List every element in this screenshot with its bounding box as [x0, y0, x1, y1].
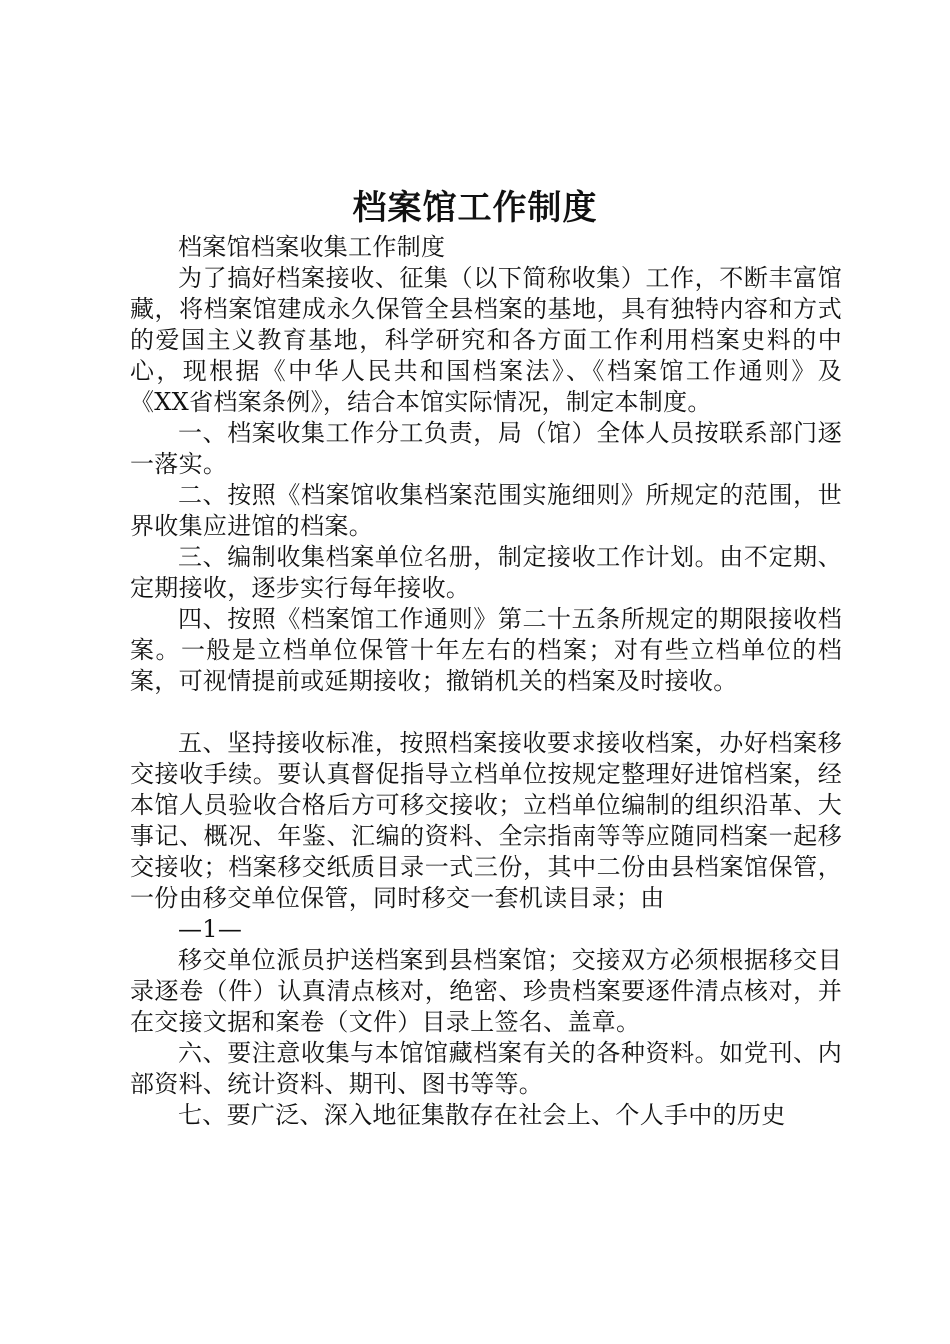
document-body: [130, 232, 842, 1131]
paragraph-item-1: 一、档案收集工作分工负责，局（馆）全体人员按联系部门逐一落实。: [130, 419, 842, 478]
paragraph-item-3: 三、编制收集档案单位名册，制定接收工作计划。由不定期、定期接收，逐步实行每年接收。: [130, 543, 842, 602]
paragraph-intro: 为了搞好档案接收、征集（以下简称收集）工作，不断丰富馆藏，将档案馆建成永久保管全县档案的基地，具有独特内容和方式的爱国主义教育基地，科学研究和各方面工作利用档案史料的中心，现根据《中华人民共和国档案法》、《档案馆工作通则》及《XX省档案条例》，结合本馆实际情况，制定本制度。: [130, 264, 842, 416]
document-subtitle: 档案馆档案收集工作制度: [178, 233, 446, 261]
document-title: 档案馆工作制度: [352, 188, 598, 228]
page-number: —1—: [178, 915, 243, 943]
paragraph-item-2: 二、按照《档案馆收集档案范围实施细则》所规定的范围，世界收集应进馆的档案。: [130, 481, 842, 540]
paragraph-item-5-continued: 移交单位派员护送档案到县档案馆；交接双方必须根据移交目录逐卷（件）认真清点核对，绝密、珍贵档案要逐件清点核对，并在交接文据和案卷（文件）目录上签名、盖章。: [130, 946, 842, 1036]
paragraph-item-4: 四、按照《档案馆工作通则》第二十五条所规定的期限接收档案。一般是立档单位保管十年左右的档案；对有些立档单位的档案，可视情提前或延期接收；撤销机关的档案及时接收。: [130, 605, 842, 695]
paragraph-item-5: 五、坚持接收标准，按照档案接收要求接收档案，办好档案移交接收手续。要认真督促指导立档单位按规定整理好进馆档案，经本馆人员验收合格后方可移交接收；立档单位编制的组织沿革、大事记、概况、年鉴、汇编的资料、全宗指南等等应随同档案一起移交接收；档案移交纸质目录一式三份，其中二份由县档案馆保管，一份由移交单位保管，同时移交一套机读目录；由: [130, 729, 842, 912]
paragraph-item-6: 六、要注意收集与本馆馆藏档案有关的各种资料。如党刊、内部资料、统计资料、期刊、图书等等。: [130, 1039, 842, 1098]
paragraph-item-7: 七、要广泛、深入地征集散存在社会上、个人手中的历史: [178, 1101, 786, 1129]
